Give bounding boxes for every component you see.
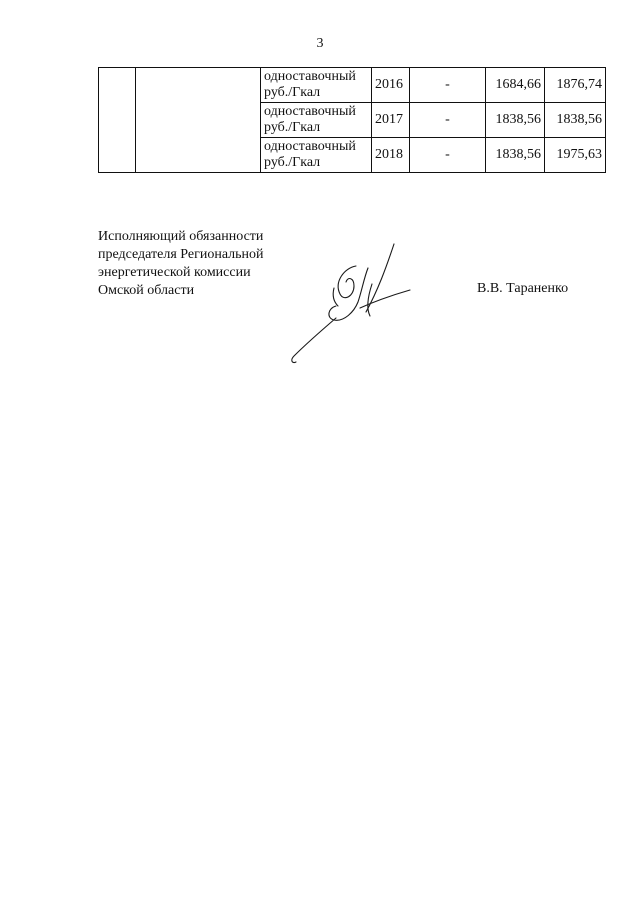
rate-unit: руб./Гкал [264, 85, 321, 100]
value-cell: 1876,74 [545, 68, 606, 103]
year-cell: 2016 [372, 68, 410, 103]
table-cell-empty [136, 68, 261, 173]
rate-type-cell [261, 103, 372, 138]
signatory-name: В.В. Тараненко [477, 281, 569, 296]
table-cell-empty [99, 68, 136, 173]
value-cell: - [410, 103, 486, 138]
rate-type-cell [261, 138, 372, 173]
rate-type-cell [261, 68, 372, 103]
table-row [99, 68, 606, 103]
value-cell: 1838,56 [545, 103, 606, 138]
value-cell: - [410, 68, 486, 103]
signatory-title [98, 228, 264, 300]
rate-unit: руб./Гкал [264, 120, 321, 135]
tariff-table [98, 67, 606, 173]
value-cell: - [410, 138, 486, 173]
rate-unit: руб./Гкал [264, 155, 321, 170]
signatory-title-line: Исполняющий обязанности [98, 229, 264, 244]
handwritten-signature [282, 238, 422, 368]
signatory-title-line: энергетической комиссии [98, 265, 251, 280]
page-number: 3 [316, 36, 324, 51]
signatory-title-line: председателя Региональной [98, 247, 264, 262]
value-cell: 1975,63 [545, 138, 606, 173]
year-cell: 2017 [372, 103, 410, 138]
signatory-title-line: Омской области [98, 283, 195, 298]
year-cell: 2018 [372, 138, 410, 173]
rate-type: одноставочный [264, 139, 356, 154]
value-cell: 1684,66 [486, 68, 545, 103]
value-cell: 1838,56 [486, 138, 545, 173]
rate-type: одноставочный [264, 104, 356, 119]
value-cell: 1838,56 [486, 103, 545, 138]
rate-type: одноставочный [264, 69, 356, 84]
